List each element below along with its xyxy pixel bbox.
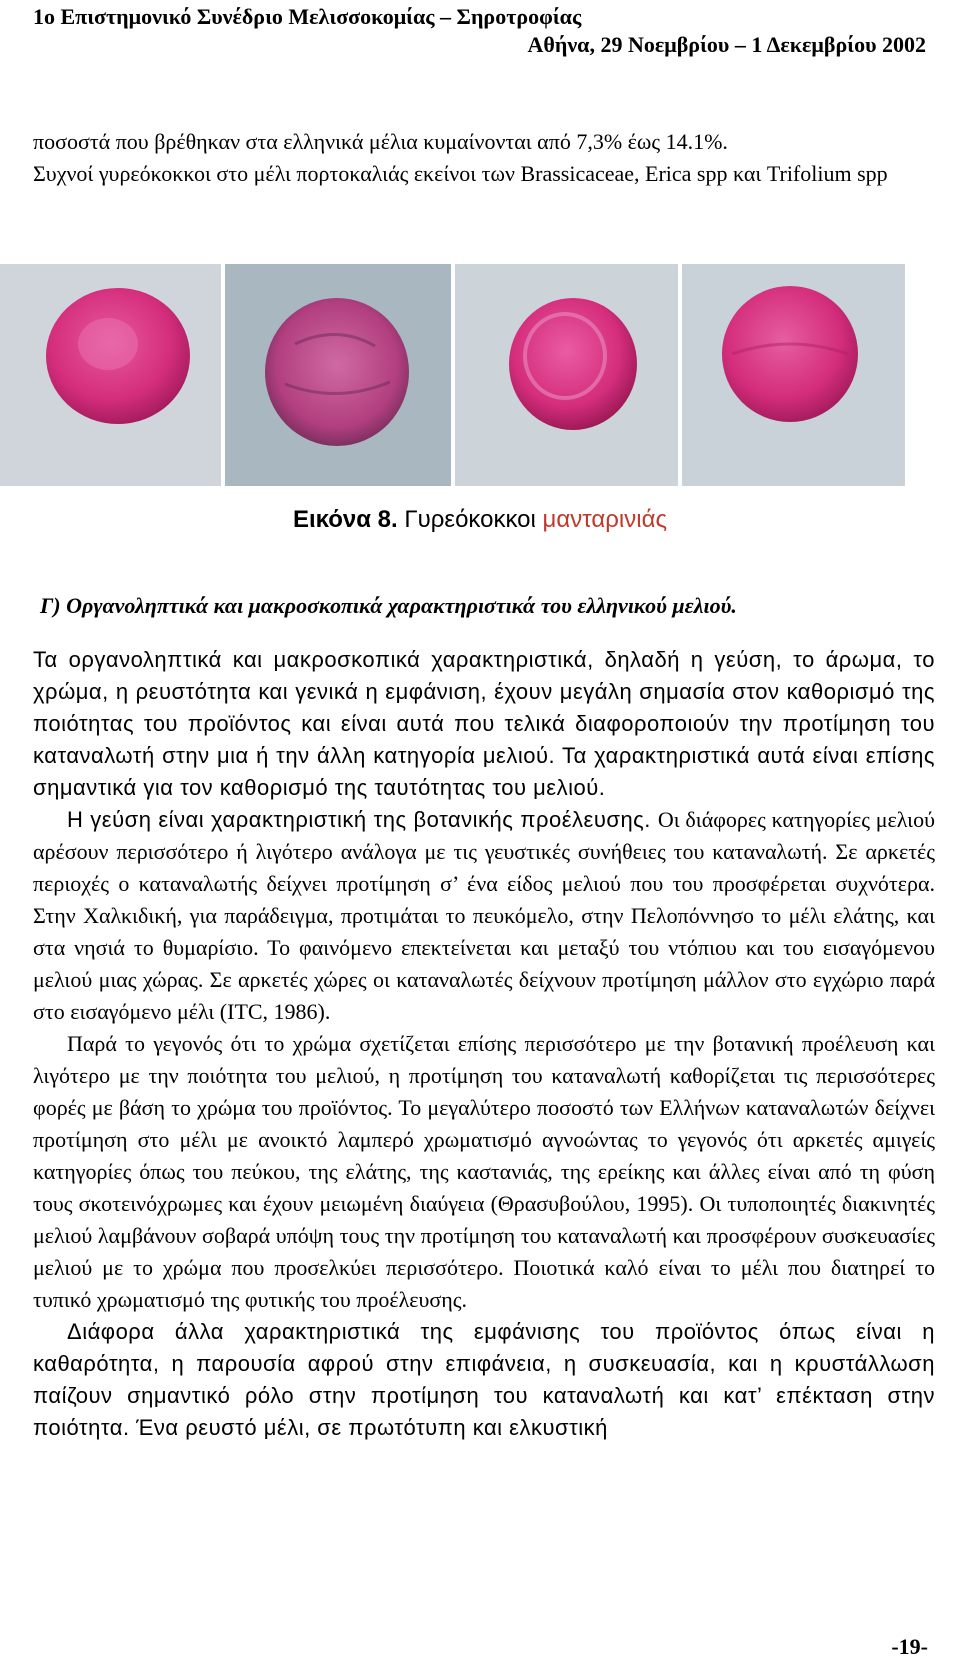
- intro-paragraph-1: ποσοστά που βρέθηκαν στα ελληνικά μέλια κυμαίνονται από 7,3% έως 14.1%.: [33, 129, 728, 154]
- body-paragraph-4: Διάφορα άλλα χαρακτηριστικά της εμφάνισης του προϊόντος όπως είναι η καθαρότητα, η παρουσία αφρού στην επιφάνεια, η συσκευασία, και η κρυστάλλωση παίζουν σημαντικό ρόλο στην προτίμηση του καταναλωτή και κατ’ επέκταση στην ποιότητα. Ένα ρευστό μέλι, σε πρωτότυπη και ελκυστική: [33, 1319, 935, 1440]
- body-paragraph-2-lead: Η γεύση είναι χαρακτηριστική της βοτανικής προέλευσης.: [67, 807, 651, 832]
- figure-caption-highlight: μανταρινιάς: [542, 506, 668, 533]
- pollen-panel-2: [225, 264, 451, 486]
- figure-label: Εικόνα 8.: [292, 506, 398, 533]
- figure-caption: [0, 505, 960, 535]
- body-paragraph-2: [33, 804, 935, 1028]
- header-title: 1ο Επιστημονικό Συνέδριο Μελισσοκομίας – Σηροτροφίας: [33, 4, 582, 29]
- body-paragraph-2-rest: Οι διάφορες κατηγορίες μελιού αρέσουν περισσότερο ή λιγότερο ανάλογα με τις γευστικές συνήθειες του καταναλωτή. Σε αρκετές περιοχές ο καταναλωτής δείχνει προτίμηση σ’ ένα είδος μελιού που του προσφέρεται συχνότερα. Στην Χαλκιδική, για παράδειγμα, προτιμάται το πευκόμελο, στην Πελοπόννησο το μέλι ελάτης, και στα νησιά το θυμαρίσιο. Το φαινόμενο επεκτείνεται και μεταξύ του ντόπιου και του εισαγόμενου μελιού μιας χώρας. Σε αρκετές χώρες οι καταναλωτές δείχνουν προτίμηση μάλλον στο εγχώριο παρά στο εισαγόμενο μέλι (ITC, 1986).: [33, 807, 935, 1024]
- section-body: [33, 644, 935, 1444]
- pollen-panel-1: [0, 264, 221, 486]
- intro-paragraph-2: Συχνοί γυρεόκοκκοι στο μέλι πορτοκαλιάς εκείνοι των Brassicaceae, Erica spp και Trifolium spp: [33, 161, 888, 186]
- section-heading: Γ) Οργανοληπτικά και μακροσκοπικά χαρακτηριστικά του ελληνικού μελιού.: [40, 593, 737, 618]
- pollen-figure: [0, 264, 960, 486]
- body-paragraph-1: Τα οργανοληπτικά και μακροσκοπικά χαρακτηριστικά, δηλαδή η γεύση, το άρωμα, το χρώμα, η ρευστότητα και γενικά η εμφάνιση, έχουν μεγάλη σημασία στον καθορισμό της ποιότητας του προϊόντος και είναι αυτά που τελικά διαφοροποιούν την προτίμηση του καταναλωτή στην μια ή την άλλη κατηγορία μελιού. Τα χαρακτηριστικά αυτά είναι επίσης σημαντικά για τον καθορισμό της ταυτότητας του μελιού.: [33, 647, 935, 800]
- intro-text: [33, 126, 928, 190]
- body-paragraph-3: Παρά το γεγονός ότι το χρώμα σχετίζεται επίσης περισσότερο με την βοτανική προέλευση και λιγότερο με την ποιότητα του μελιού, η προτίμηση του καταναλωτή καθορίζεται τις περισσότερες φορές με βάση το χρώμα του προϊόντος. Το μεγαλύτερο ποσοστό των Ελλήνων καταναλωτών δείχνει προτίμηση στο μέλι με ανοικτό λαμπερό χρωματισμό αγνοώντας το γεγονός ότι αρκετές αμιγείς κατηγορίες όπως του πεύκου, της ελάτης, της καστανιάς, της ερείκης και άλλες είναι από τη φύση τους σκοτεινόχρωμες και έχουν μειωμένη διαύγεια (Θρασυβούλου, 1995). Οι τυποποιητές διακινητές μελιού λαμβάνουν σοβαρά υπόψη τους την προτίμηση του καταναλωτή και προσφέρουν συσκευασίες μελιού με το χρώμα που προσελκύει περισσότερο. Ποιοτικά καλό είναι το μέλι που διατηρεί το τυπικό χρωματισμό της φυτικής του προέλευσης.: [33, 1031, 935, 1312]
- page-number: -19-: [891, 1634, 928, 1659]
- pollen-panel-3: [455, 264, 678, 486]
- figure-caption-text: Γυρεόκοκκοι: [404, 506, 536, 533]
- pollen-grain: [509, 298, 637, 430]
- pollen-grain: [265, 298, 409, 446]
- pollen-panel-4: [682, 264, 905, 486]
- header-date: Αθήνα, 29 Νοεμβρίου – 1 Δεκεμβρίου 2002: [527, 32, 926, 57]
- pollen-grain: [722, 286, 858, 422]
